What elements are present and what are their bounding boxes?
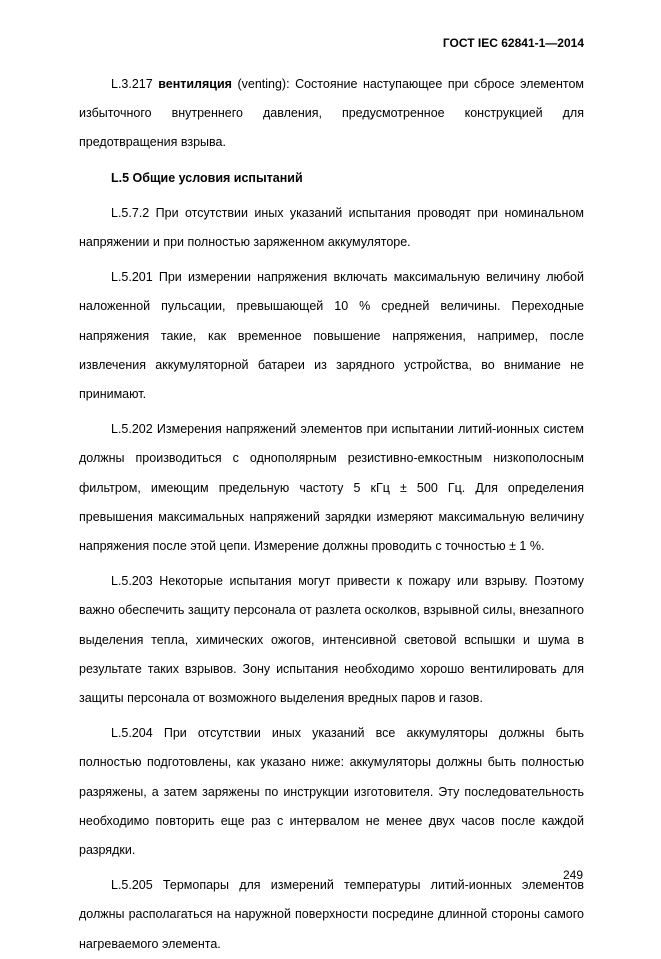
definition-text: (venting): Состояние наступающее при сбросе элементом избыточного внутреннего давления, предусмотренное конструкцией для предотвращения взрыва. [79,77,584,150]
paragraph-l5-202: L.5.202 Измерения напряжений элементов при испытании литий-ионных систем должны производиться с однополярным резистивно-емкостным низкополосным фильтром, имеющим предельную частоту 5 кГц ± 500 Гц. Для определения превышения максимальных напряжений зарядки измеряют максимальную величину напряжения после этой цепи. Измерение должны проводить с точностью ± 1 %. [79,422,584,554]
page-number: 249 [562,868,583,882]
clause-number: L.3.217 [111,77,159,91]
paragraph-l5-204: L.5.204 При отсутствии иных указаний все аккумуляторы должны быть полностью подготовлены, как указано ниже: аккумуляторы должны быть полностью разряжены, а затем заряжены по инструкции изготовителя. Эту последовательность необходимо повторить еще раз с интервалом не менее двух часов после каждой разрядки. [79,726,584,858]
paragraph-l5-205: L.5.205 Термопары для измерений температуры литий-ионных элементов должны располагаться на наружной поверхности посредине длинной стороны самого нагреваемого элемента. [79,878,584,951]
definition-l3-217 [79,70,584,158]
section-title: L.5 Общие условия испытаний [111,170,303,185]
document-body [79,70,584,959]
paragraph-l5-201: L.5.201 При измерении напряжения включать максимальную величину любой наложенной пульсации, превышающей 10 % средней величины. Переходные напряжения такие, как временное повышение напряжения, например, после извлечения аккумуляторной батареи из зарядного устройства, во внимание не принимают. [79,270,584,402]
paragraph-l5-203: L.5.203 Некоторые испытания могут привести к пожару или взрыву. Поэтому важно обеспечить защиту персонала от разлета осколков, взрывной силы, внезапного выделения тепла, химических ожогов, интенсивной световой вспышки и шума в результате таких взрывов. Зону испытания необходимо хорошо вентилировать для защиты персонала от возможного выделения вредных паров и газов. [79,574,584,706]
paragraph-l5-7-2: L.5.7.2 При отсутствии иных указаний испытания проводят при номинальном напряжении и при полностью заряженном аккумуляторе. [79,205,584,250]
standard-header: ГОСТ IEC 62841-1—2014 [442,36,584,50]
defined-term: вентиляция [158,77,232,91]
